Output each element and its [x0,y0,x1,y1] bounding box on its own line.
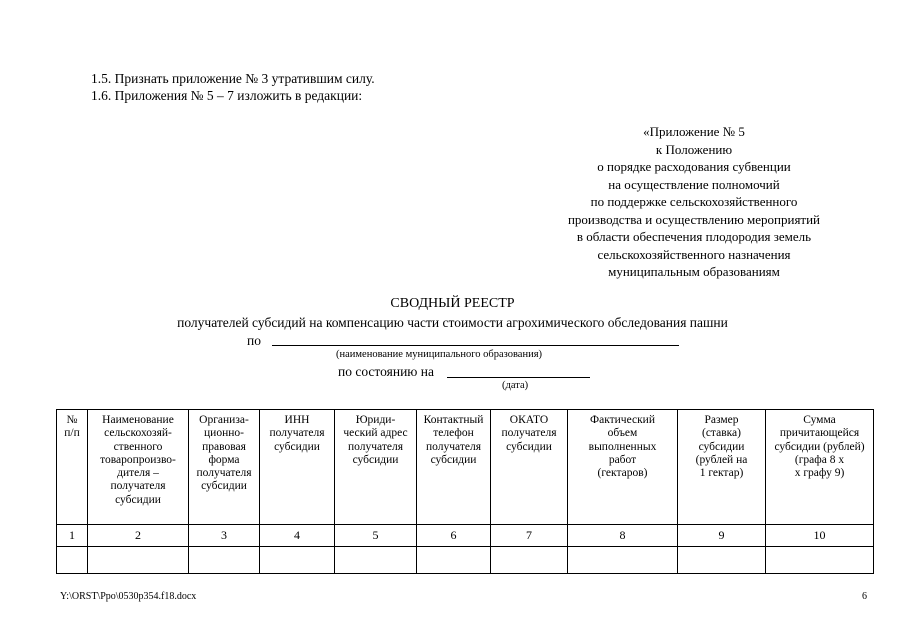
column-number-cell: 6 [417,525,491,547]
empty-cell [88,547,189,574]
header-cell-number: № п/п [57,410,88,525]
appendix-line: муниципальным образованиям [608,264,780,279]
appendix-line: о порядке расходования субвенции [597,159,791,174]
empty-cell [678,547,766,574]
empty-cell [766,547,874,574]
date-hint: (дата) [502,380,529,391]
header-cell-address: Юриди- ческий адрес получателя субсидии [335,410,417,525]
appendix-line: к Положению [655,141,733,157]
register-title: СВОДНЫЙ РЕЕСТР [390,296,515,311]
empty-cell [491,547,568,574]
date-line [447,377,590,378]
header-cell-okato: ОКАТО получателя субсидии [491,410,568,525]
empty-cell [335,547,417,574]
appendix-line: сельскохозяйственного назначения [597,246,791,262]
empty-cell [57,547,88,574]
header-cell-legal-form: Организа- ционно- правовая форма получателя субсидии [189,410,260,525]
empty-cell [417,547,491,574]
header-cell-volume: Фактический объем выполненных работ (гектаров) [568,410,678,525]
column-number-cell: 5 [335,525,417,547]
appendix-line: «Приложение № 5 [643,124,745,139]
po-label: по [247,333,261,348]
empty-cell [260,547,335,574]
appendix-line: в области обеспечения плодородия земель [576,229,812,244]
appendix-line: на осуществление полномочий [608,176,780,192]
column-number-cell: 4 [260,525,335,547]
item-1-6: 1.6. Приложения № 5 – 7 изложить в редакции: [91,88,363,103]
column-number-cell: 9 [678,525,766,547]
header-cell-rate: Размер (ставка) субсидии (рублей на 1 гектар) [678,410,766,525]
column-number-cell: 10 [766,525,874,547]
empty-cell [568,547,678,574]
appendix-header [545,123,843,281]
footer-file-path: Y:\ORST\Ppo\0530p354.f18.docx [60,591,197,602]
item-1-5: 1.5. Признать приложение № 3 утратившим силу. [91,71,375,86]
header-cell-inn: ИНН получателя субсидии [260,410,335,525]
header-cell-phone: Контактный телефон получателя субсидии [417,410,491,525]
municipality-line [272,345,679,346]
register-subtitle: получателей субсидий на компенсацию части стоимости агрохимического обследования пашни [177,315,728,330]
column-number-cell: 1 [57,525,88,547]
table-empty-row [57,547,874,574]
footer-page-number: 6 [862,591,867,602]
table-header-row [57,410,874,525]
header-cell-amount: Сумма причитающейся субсидии (рублей) (графа 8 х х графу 9) [766,410,874,525]
appendix-line: производства и осуществлению мероприятий [567,211,821,227]
empty-cell [189,547,260,574]
header-cell-name: Наименование сельскохозяй- ственного товаропроизво- дителя – получателя субсидии [88,410,189,525]
table-column-numbers-row [57,525,874,547]
column-number-cell: 3 [189,525,260,547]
column-number-cell: 7 [491,525,568,547]
municipality-hint: (наименование муниципального образования) [336,349,543,360]
appendix-line: по поддержке сельскохозяйственного [590,194,798,209]
column-number-cell: 2 [88,525,189,547]
column-number-cell: 8 [568,525,678,547]
register-table [56,409,874,574]
as-of-label: по состоянию на [338,364,434,379]
